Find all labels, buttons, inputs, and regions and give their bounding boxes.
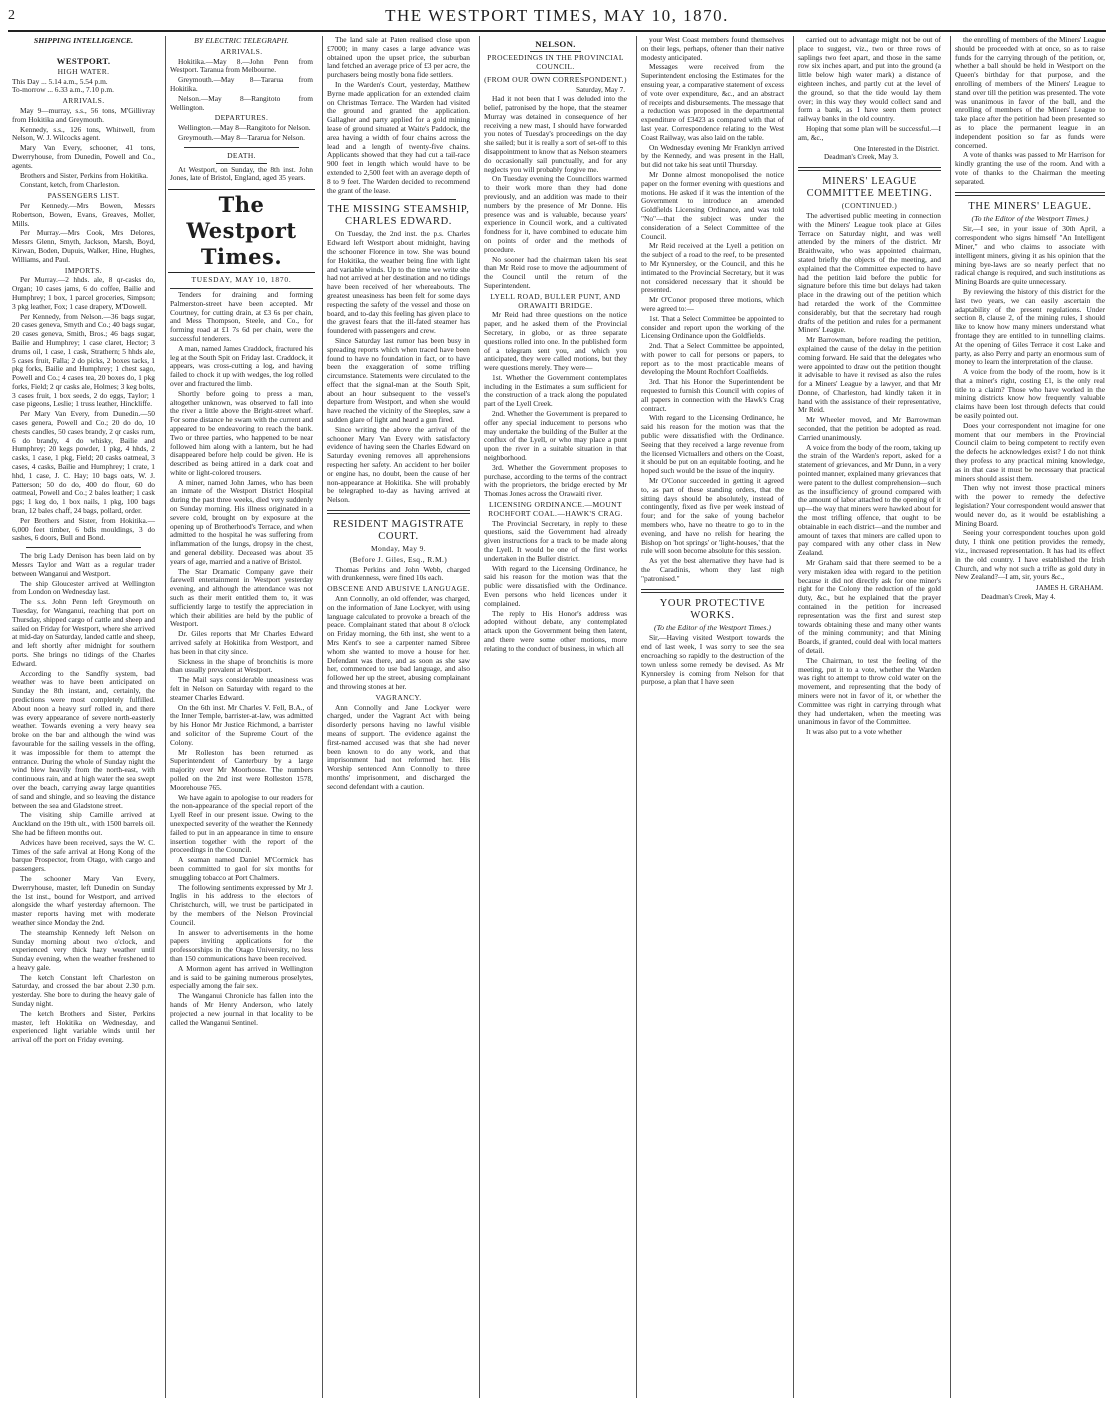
shipping-paragraph: According to the Sandfly system, bad weather was to have been anticipated on Sunday the 8th instant, and, certainly, the predictions were most completely fulfilled. About noon a heavy surf rolled in, and there was every appearance of severe north-easterly weather. Towards evening a very heavy sea broke on the bar and although the wind was favourable for the sailing vessels in the offing, it was impossible for them to attempt the entrance. During the whole of Sunday night the wind blew heavily from the north-east, with continuous rain, and at high water the sea swept over the beach, carrying away large quantities of sand and shingle, and so leaving the distance between the sea and Gladstone street. bbox=[12, 668, 155, 810]
shipping-paragraph: The brig Lady Denison has been laid on by Messrs Taylor and Watt as a regular trader between Wanganui and Westport. bbox=[12, 551, 155, 578]
court-first-case: Thomas Perkins and John Webb, charged with drunkenness, were fined 10s each. bbox=[327, 564, 470, 583]
council-paragraph: Mr O'Conor succeeded in getting it agreed to, as part of these standing orders, that the sitting days should be absolutely, instead of contingently, fixed as five per week instead of four; and for the sake of young bachelor members who, have no theatre to go to in the evening, and have no relish for hearing the Bishop on 'hot springs' or 'light-houses,' that the rule will soon become absolute for this session. bbox=[641, 476, 784, 556]
passengers-heading: PASSENGERS LIST. bbox=[47, 191, 120, 201]
high-water-heading: HIGH WATER. bbox=[57, 66, 110, 76]
report-paragraph: The advertised public meeting in connection with the Miners' League took place at Giles Terrace on Saturday night, and was well attended by the miners of the district. Mr Braithwaite, who was appointed chairman, stated briefly the objects of the meeting, and explained that the Committee expected to have had the petition laid before the public for signature before this time but delays had taken place in the drawing out of the petition which had retarded the work of the Committee considerably, but that the secretary had rough drafts of the petition and rules for a permanent Miners' League. bbox=[798, 210, 941, 335]
missing-steamship-article bbox=[323, 230, 474, 505]
telegraph-arrivals-heading: ARRIVALS. bbox=[220, 46, 263, 56]
editorial-paragraphs bbox=[166, 291, 317, 1027]
council-paragraph: Had it not been that I was deluded into the belief, patronised by the hope, that the steamer Murray was detained in consequence of her receiving a new mast, I should have forwarded you notes of Tuesday's proceedings on the day she sailed; but it is really a sort of set-off to this disappointment to know that as Nelson steamers do occasionally sail punctually, and for any neglects you will probably forgive me. bbox=[484, 94, 627, 174]
report-paragraph: Mr Graham said that there seemed to be a very mistaken idea with regard to the petition because it did not directly ask for one miner's right for the Colony the reduction of the gold duty, &c., but he explained that the prayer contained in the petition for increased representation was the first and surest step towards obtaining these and many other wants of the mining community; and that Mining Boards, if granted, could deal with local matters of detail. bbox=[798, 558, 941, 655]
column-2 bbox=[165, 36, 317, 1398]
telegraph-heading: BY ELECTRIC TELEGRAPH. bbox=[194, 36, 289, 45]
issue-date: TUESDAY, MAY 10, 1870. bbox=[191, 275, 292, 285]
arrivals-list bbox=[8, 107, 159, 180]
editorial-paragraph: Shortly before going to press a man, altogether unknown, was observed to fall into the river a little above the Bright-street wharf. For some distance he swam with the current and appeared to be endeavoring to reach the bank. Two or three parties, who happened to be near followed him along with a lantern, but he had disappeared before help could be given. He is described as being attired in a dark coat and white or light-colored trousers. bbox=[170, 388, 313, 477]
telegraph-departure: Greymouth.—May 8—Tararua for Nelson. bbox=[178, 132, 305, 142]
council-paragraph: With regard to the Licensing Ordinance, he said his reason for the motion was that the public were dissatisfied with the Ordinance. Even persons who held licences under it complained. bbox=[484, 563, 627, 608]
council-paragraph: Mr Reid received at the Lyell a petition on the subject of a road to the reef, to be presented to Mr Kynnersley, or the Council, and this he intimated to the Provincial Secretary, but it was not considered necessary that it should be presented. bbox=[641, 241, 784, 295]
arrivals-heading: ARRIVALS. bbox=[62, 96, 105, 106]
protective-works-continued bbox=[794, 36, 945, 143]
letter-paragraph: Sir,—I see, in your issue of 30th April, a correspondent who signs himself "An Intelligent Miner," and who claims to associate with intelligent miners, giving it as his opinion that the mining bye-laws are so nearly perfect that no radical change is required, and such institutions as Mining Boards are quite unnecessary. bbox=[955, 224, 1105, 287]
report-paragraph: The Chairman, to test the feeling of the meeting, put it to a vote, whether the Warden was right to attempt to throw cold water on the movement, and representing that the body of miners were not in favor of it, or whether the Committee was right in carrying through what they had undertaken, when the meeting was unanimous in favor of the Committee. bbox=[798, 655, 941, 727]
court-heading: RESIDENT MAGISTRATE COURT. bbox=[332, 519, 465, 543]
telegraph-arrival: Hokitika.—May 8.—John Penn from Westport. Taranua from Melbourne. bbox=[170, 56, 313, 75]
article-paragraph: On Tuesday, the 2nd inst. the p.s. Charles Edward left Westport about midnight, having the schooner Florence in tow. She was bound for Hokitika, the weather being fine with light and variable winds. Up to the time we write she had not arrived at her destination and no tidings have been received of her whereabouts. The greatest uneasiness has been felt for some days respecting the safety of the vessel and those on board, and to-day this feeling has given place to the gravest fears that the ill-fated steamer has foundered with passengers and crew. bbox=[327, 229, 470, 336]
editorial-paragraph: A miner, named John James, who has been an inmate of the Westport District Hospital during the past three weeks, died very suddenly on Sunday morning. His illness originated in a severe cold, brought on by exposure at the opening up of Brotherhood's Terrace, and when admitted to the hospital he was suffering from inflammation of the lungs, dropsy in the chest, and general debility. Deceased was about 35 years of age, married and a native of Bristol. bbox=[170, 477, 313, 566]
letter-paragraph: Then why not invest those practical miners with the power to remedy the defective legislation? Your correspondent would answer that would never do, as it would be establishing a Mining Board. bbox=[955, 483, 1105, 528]
shipping-paragraph: The s.s. John Penn left Greymouth on Tuesday, for Wanganui, reaching that port on Thursday, shipped cargo of cattle and sheep and sailed on Friday for Westport, where she arrived at mid-day on Saturday, landed cattle and sheep, and left shortly after midnight for southern ports. She brings no tidings of the Charles Edward. bbox=[12, 597, 155, 668]
editorial-paragraph: Tenders for draining and forming Palmerston-street have been accepted. Mr Courtney, for cutting drain, at £3 6s per chain, and Mess Thompson, Steele, and Co., for forming road at £1 7s 6d per chain, were the successful tenderers. bbox=[170, 289, 313, 343]
miners-league-report bbox=[794, 212, 945, 737]
report-paragraph: Mr Wheeler moved, and Mr Barrowman seconded, that the petition be adopted as read. Carried unanimously. bbox=[798, 415, 941, 442]
miners-league-letter-subheading: (To the Editor of the Westport Times.) bbox=[971, 213, 1089, 223]
shipping-paragraph: The steamship Kennedy left Nelson on Sunday morning about two o'clock, and experienced very thick hazy weather until Sunday evening, when the weather freshened to a heavy gale. bbox=[12, 927, 155, 972]
passenger-entry: Per Kennedy.—Mrs Bowen, Messrs Robertson, Bowen, Evans, Greaves, Moller, Mills. bbox=[12, 200, 155, 228]
editorial-paragraph: Mr Rolleston has been returned as Superintendent of Canterbury by a large majority over Mr Moorhouse. The numbers polled on the 2nd inst were Rolleston 1578, Moorehouse 765. bbox=[170, 747, 313, 792]
column-7 bbox=[950, 36, 1109, 1398]
shipping-paragraph: Advices have been received, says the W. C. Times of the safe arrival at Hong Kong of the barque Prospector, from Otago, with cargo and passengers. bbox=[12, 837, 155, 874]
continued-label: (CONTINUED.) bbox=[841, 201, 898, 211]
licensing-subheading: LICENSING ORDINANCE.—MOUNT ROCHFORT COAL.—HAWK'S CRAG. bbox=[488, 500, 623, 518]
obscene-heading: OBSCENE AND ABUSIVE LANGUAGE. bbox=[327, 584, 470, 594]
court-paragraph: Ann Connolly and Jane Lockyer were charged, under the Vagrant Act with being disorderly persons having no lawful visible means of support. The evidence against the first-named accused was that she had never been known to do any work, and that imprisonment had not reformed her. His Worship sentenced Ann Connolly to three months' imprisonment, and discharged the second defendant with a caution. bbox=[327, 702, 470, 791]
letter-paragraph: Sir,—Having visited Westport towards the end of last week, I was sorry to see the sea encroaching so rapidly to the destruction of the town unless some remedy be devised. As Mr Kynnersley is coming from Nelson for that purpose, a plan that I have seen bbox=[641, 633, 784, 687]
editorial-paragraph: The Wanganui Chronicle has fallen into the hands of Mr Henry Anderson, who lately projected a new journal in that locality to be called the Wanganui Sentinel. bbox=[170, 991, 313, 1027]
council-paragraph: On Tuesday evening the Councillors warmed to their work more than they had done previously, and an addition was made to their numbers by the presence of Mr Donne. His presence was and is valuable, because years' experience in Council work, and a cultivated fondness for it, have combined to educate him on points of order and the methods of procedure. bbox=[484, 174, 627, 254]
council-paragraph: Mr Reid had three questions on the notice paper, and he asked them of the Provincial Secretary, in globo, or as three separate questions rolled into one. In the published form of a telegram sent you, and which you anticipated, they were called motions, but they were questions merely. They were— bbox=[484, 310, 627, 373]
editorial-paragraph: The Star Dramatic Company gave their farewell entertainment in Westport yesterday evening, and although the attendance was not such as their merit entitled them to, it was sufficiently large to testify the appreciation in which their abilities are held by the public of Westport. bbox=[170, 566, 313, 629]
editorial-paragraph: We have again to apologise to our readers for the non-appearance of the special report of the Lyell Reef in our present issue. Owing to the unexpected severity of the weather the Kennedy failed to put in an appearance in time to ensure insertion together with the report of the proceedings in the Council. bbox=[170, 792, 313, 855]
local-news bbox=[323, 36, 474, 195]
missing-steamship-heading: THE MISSING STEAMSHIP, CHARLES EDWARD. bbox=[327, 204, 470, 228]
arrival-entry: Brothers and Sister, Perkins from Hokitika. bbox=[20, 170, 148, 180]
telegraph-departures-heading: DEPARTURES. bbox=[214, 113, 269, 123]
miners-league-heading: MINERS' LEAGUE COMMITTEE MEETING. bbox=[806, 176, 933, 200]
council-report-continued bbox=[637, 36, 788, 584]
double-rule bbox=[798, 167, 941, 171]
article-paragraph: Since writing the above the arrival of the schooner Mary Van Every with satisfactory evidence of having seen the Charles Edward on Saturday evening removes all apprehensions respecting her safety. An accident to her boiler or engine has, no doubt, been the cause of her non-appearance at Hokitika. She will probably be telegraphed to-day as having arrived at Nelson. bbox=[327, 424, 470, 505]
divider bbox=[26, 547, 141, 548]
page-title: THE WESTPORT TIMES, MAY 10, 1870. bbox=[385, 6, 729, 25]
telegraph-arrival: Greymouth.—May 8—Tararua from Hokitika. bbox=[170, 75, 313, 93]
import-entry: Per Murray.—2 hhds. ale, 8 qr-casks do, Organ; 10 cases jams, 6 do coffee, Bailie and Humphrey; 1 box, 1 parcel groceries, Simpson; 3 pkg leather, Fox; 1 case drapery, M'Dowell. bbox=[12, 275, 155, 311]
shipping-paragraph: The visiting ship Camille arrived at Auckland on the 19th ult., with 1500 barrels oil. She had be fifteen months out. bbox=[12, 810, 155, 837]
miners-league-continued bbox=[951, 36, 1109, 187]
letter-paragraph: A voice from the body of the room, how is it that a miner's right, costing £1, is the only real title to a claim? Those who have worked in the mining districts know how frequently valuable claims have been lost through defects that could be easily pointed out. bbox=[955, 367, 1105, 421]
report-paragraph: Mr Barrowman, before reading the petition, explained the cause of the delay in the petition coming forward. He said that the delegates who were appointed to draw out the petition thought it advisable to have it revised as also the rules for a Miners' League by a lawyer, and that Mr Donne, of Charleston, had kindly taken it in hand with the assistance of their representative, Mr Reid. bbox=[798, 335, 941, 415]
court-date: Monday, May 9. bbox=[370, 544, 427, 554]
tide-today: This Day ... 5.14 a.m., 5.54 p.m. bbox=[12, 76, 108, 86]
lyell-road-subheading: LYELL ROAD, BULLER PUNT, AND ORAWAITI BRIDGE. bbox=[490, 291, 621, 310]
vagrancy-case bbox=[323, 704, 474, 792]
death-heading: DEATH. bbox=[227, 150, 256, 160]
council-paragraph: 1st. Whether the Government contemplates including in the Estimates a sum sufficient for the construction of a track along the populated part of the Lyell Creek. bbox=[484, 372, 627, 409]
shipping-paragraph: The schooner Mary Van Every, Dwerryhouse, master, left Dunedin on Sunday the 1st inst., bound for Westport, and arrived alongside the wharf yesterday afternoon. The master reports having met with moderate weather since Monday the 2nd. bbox=[12, 873, 155, 927]
newspaper-masthead: The Westport Times. bbox=[168, 189, 315, 273]
divider bbox=[184, 147, 299, 148]
vagrancy-heading: VAGRANCY. bbox=[375, 692, 422, 702]
court-magistrate: (Before J. Giles, Esq., R.M.) bbox=[349, 554, 448, 564]
editorial-paragraph: A seaman named Daniel M'Cormick has been committed to gaol for six months for smuggling tobacco at Port Chalmers. bbox=[170, 855, 313, 882]
council-paragraph: 2nd. That a Select Committee be appointed, with power to call for persons or papers, to report as to the most practicable means of developing the Mount Rochfort Coalfields. bbox=[641, 341, 784, 377]
telegraph-departure: Wellington.—May 8—Rangitoto for Nelson. bbox=[178, 123, 311, 133]
double-rule bbox=[327, 510, 470, 514]
nelson-heading: NELSON. bbox=[535, 39, 576, 49]
page-number: 2 bbox=[8, 8, 15, 23]
letter-paragraph: Hoping that some plan will be successful.—I am, &c., bbox=[798, 123, 941, 142]
editorial-paragraph: The Mail says considerable uneasiness was felt in Nelson on Saturday with regard to the steamer Charles Edward. bbox=[170, 675, 313, 702]
arrival-entry: Mary Van Every, schooner, 41 tons, Dwerryhouse, from Dunedin, Powell and Co., agents. bbox=[12, 143, 155, 170]
editorial-paragraph: Dr. Giles reports that Mr Charles Edward arrived safely at Hokitika from Westport, and has been in that city since. bbox=[170, 629, 313, 656]
tide-tomorrow: To-morrow ... 6.33 a.m., 7.10 p.m. bbox=[12, 85, 114, 95]
column-4 bbox=[479, 36, 631, 1398]
letter-paragraph: Seeing your correspondent touches upon gold duty, I think one petition provides the remedy, viz., increased representation. It has had its effect in the old country. I have established the Irish Church, and why not such a trifle as gold duty in New Zealand?—I am, sir, yours &c., bbox=[955, 528, 1105, 582]
council-paragraph: The reply to His Honor's address was adopted without debate, any contemplated attack upon the Government being then latent, and there were some other motions, more relating to the conduct of business, in which all bbox=[484, 608, 627, 653]
protective-works-heading: YOUR PROTECTIVE WORKS. bbox=[659, 597, 766, 621]
article-paragraph: Since Saturday last rumor has been busy in spreading reports which when traced have been found to have no foundation in fact, or to have been the exaggeration of some trifling circumstance. Statements were circulated to the effect that the signal-man at the South Spit, about an hour subsequent to the vessel's departure from Westport, and when she would have reached the vicinity of the Steeples, saw a sudden glare of light and heard a gun fired. bbox=[327, 335, 470, 425]
letter-location: Deadman's Creek, May 3. bbox=[824, 153, 899, 162]
section-heading-shipping: SHIPPING INTELLIGENCE. bbox=[33, 36, 134, 45]
council-paragraph: 2nd. Whether the Government is prepared to offer any special inducement to persons who may undertake the building of the Buller at the conflux of the Lyell, or who may place a punt upon the river in a suitable situation in that neighborhood. bbox=[484, 409, 627, 463]
divider bbox=[341, 199, 456, 200]
council-report-part-2 bbox=[480, 311, 631, 499]
nelson-dateline: Saturday, May 7. bbox=[575, 86, 625, 95]
obscene-case bbox=[323, 595, 474, 692]
report-paragraph: It was also put to a vote whether bbox=[806, 727, 902, 737]
column-5 bbox=[636, 36, 788, 1398]
council-report-part-1 bbox=[480, 95, 631, 291]
editorial-paragraph: Sickness in the shape of bronchitis is more than usually prevalent at Westport. bbox=[170, 656, 313, 675]
report-paragraph: A voice from the body of the room, taking up the strain of the Warden's report, asked for a statement of grievances, and Mr Dunn, in a very pointed manner, explained many grievances that were patent to the dullest comprehension—such as the insufficiency of ground compared with the amount of labor attached to the opening of it up—the way that miners were hawked about for the most trifling offence, that ought to be obtainable in each district—and the number and amount of taxes that miners are called upon to pay compared with any other class in New Zealand. bbox=[798, 442, 941, 558]
shipping-news bbox=[8, 552, 159, 1045]
import-entry: Per Mary Van Every, from Dunedin.—50 cases genera, Powell and Co.; 20 do do, 10 chests candles, 50 cases brandy, 2 qr casks rum, 6 do brandy, 4 do whisky, Bailie and Humphrey; 20 kegs powder, 1 pkg, 4 hhds, 2 casks, 1 case, 1 pkg, Field; 20 casks oatmeal, 3 cases, 4 casks, Bailie and Humphrey; 1 crate, 1 hhd, 1 case, J. C. Hay; 10 bags oats, W. J. Patterson; 50 do do, 400 do flour, 60 do oatmeal, Powell and Co.; 2 bales leather; 1 cask pgs; 1 keg do, 1 box nails, 1 pkg, 100 bags bran, 12 bales chaff, 24 bags, pollard, order. bbox=[12, 409, 155, 516]
double-rule bbox=[641, 589, 784, 593]
telegraph-arrivals bbox=[166, 58, 317, 113]
letter-paragraph: Does your correspondent not imagine for one moment that our members in the Provincial Council claim to being competent to rectify even the defects he acknowledges exist? I do not think they profess to any practical mining knowledge, as in that case it must be necessary that practical miners should assist them. bbox=[955, 420, 1105, 483]
port-heading: WESTPORT. bbox=[56, 55, 111, 66]
import-entry: Per Brothers and Sister, from Hokitika.—6,000 feet timber, 6 bdls mouldings, 3 do sashes, 6 doors, Bull and Bond. bbox=[12, 515, 155, 543]
council-paragraph: With regard to the Licensing Ordinance, he said his reason for the motion was that the public were dissatisfied with the Ordinance. Seeing that they received a large revenue from the licensed Victuallers and others on the Coast, it should be put on an equitable footing, and he hoped such would be the issue of the inquiry. bbox=[641, 413, 784, 476]
report-paragraph: the enrolling of members of the Miners' League should be proceeded with at once, so as to raise funds for the carrying through of the petition, or, whether a ball should be held in Westport on the Queen's birthday for that purpose, and the enrolling of members of the Miners' League to stand over till the petition was presented. The vote was unanimous in favor of the ball, and the enrolling of members of the Miners' League to take place after the petition had been presented so as to place the permanent league in an independent position so far as funds were concerned. bbox=[955, 36, 1105, 150]
council-paragraph: 1st. That a Select Committee be appointed to consider and report upon the working of the Licensing Ordinance upon the Goldfields. bbox=[641, 313, 784, 341]
column-6 bbox=[793, 36, 945, 1398]
editorial-paragraph: In answer to advertisements in the home papers inviting applications for the professorships in the Otago University, no less than 150 communications have been received. bbox=[170, 927, 313, 963]
telegraph-arrival: Nelson.—May 8—Rangitoto from Wellington. bbox=[170, 93, 313, 112]
news-paragraph: In the Warden's Court, yesterday, Matthew Byrne made application for an extended claim on Christmas Terrace. The Warden had visited the ground and granted the application. Gallagher and party applied for a gold mining lease of ground situated at Waite's Paddock, the area having a width of four chains across the lead and a length of twenty-five chains. Applicants showed that they had cut a tail-race 900 feet in length which would have to be extended to 2,500 feet with an average depth of 8 to 9 feet. The Warden decided to recommend the grant of the lease. bbox=[327, 79, 470, 195]
council-paragraph: As yet the best alternative they have had is the Caradinis, whom they last nigh "patronised." bbox=[641, 556, 784, 583]
telegraph-departures bbox=[166, 124, 317, 143]
court-paragraph: Ann Connolly, an old offender, was charged, on the information of Jane Lockyer, with using language calculated to provoke a breach of the peace. Complainant stated that about 8 o'clock on Friday morning, the 6th inst, she went to a Mrs Kent's to see a carpenter named Sibree whom she wanted to move a house for her. Defendant was there, and as soon as she saw her, commenced to use bad language, and also followed her up the street, abusing complainant and throwing stones at her. bbox=[327, 594, 470, 691]
miners-league-letter bbox=[951, 225, 1109, 582]
letter-signature: One Interested in the District. bbox=[853, 144, 939, 153]
miners-league-letter-heading: THE MINERS' LEAGUE. bbox=[968, 200, 1092, 212]
passengers-list bbox=[8, 202, 159, 265]
news-paragraph: The land sale at Paten realised close upon £7000; in many cases a large advance was obtained upon the upset price, the suburban land fetched an average price of £3 per acre, the purchasers being mostly bona fide settlers. bbox=[327, 36, 470, 80]
report-paragraph: A vote of thanks was passed to Mr Harrison for kindly granting the use of the room. And with a vote of thanks to the Chairman the meeting separated. bbox=[955, 150, 1105, 186]
arrival-entry: Kennedy, s.s., 126 tons, Whitwell, from Nelson, W. J. Wilcocks agent. bbox=[12, 124, 155, 143]
council-paragraph: Mr O'Conor proposed three motions, which were agreed to:— bbox=[641, 295, 784, 313]
death-notice: At Westport, on Sunday, the 8th inst. John Jones, late of Bristol, England, aged 35 years. bbox=[170, 164, 313, 183]
divider bbox=[530, 51, 581, 52]
divider bbox=[170, 288, 313, 289]
letter-paragraph: carried out to advantage might not be out of place to suggest, viz., two or three rows of saplings two feet apart, and those in the same row six inches apart, and put into the ground (a little below high water mark) a distance of eighteen inches, and partly cut at the level of the ground, so that the tide would lay them over; in this way they would collect sand and form a bank, as I have seen them protect railway banks in the old country. bbox=[798, 36, 941, 124]
double-rule bbox=[955, 192, 1105, 196]
passenger-entry: Per Murray.—Mrs Cook, Mrs Delores, Messrs Glenn, Smyth, Jackson, Marsh, Boyd, Kirwan, Boden, Dupuis, Walker, Hine, Hughes, Williams, and Paul. bbox=[12, 228, 155, 264]
letter-location: Deadman's Creek, May 4. bbox=[981, 593, 1056, 602]
letter-paragraph: By reviewing the history of this district for the last two years, we can easily ascertain the adaptability of the present regulations. Under section 8, clause 2, of the mining rules, I should like to know how many miners understand what frontage they are entitled to in tunnelling claims. At the opening of Giles Terrace it cost Lake and party, as also Perry and party an enormous sum of money to learn the interpretation of the clause. bbox=[955, 286, 1105, 367]
columns bbox=[8, 36, 1108, 1398]
editorial-paragraph: The following sentiments expressed by Mr J. Inglis in his address to the electors of Christchurch, will, we trust be participated in by the members of the Nelson Provincial Council. bbox=[170, 882, 313, 927]
council-report-part-3 bbox=[480, 520, 631, 654]
council-paragraph: No sooner had the chairman taken his seat than Mr Reid rose to move the adjournment of the Council until the return of the Superintendent. bbox=[484, 254, 627, 290]
page-header bbox=[8, 4, 1106, 32]
divider bbox=[216, 163, 267, 164]
arrival-entry: May 9—murray, s.s., 56 tons, M'Gillivray from Hokitika and Greymouth. bbox=[12, 105, 155, 124]
protective-works-letter bbox=[637, 634, 788, 687]
shipping-paragraph: The ketch Brothers and Sister, Perkins master, left Hokitika on Wednesday, and experienced light variable winds until her arrival off the port on Friday evening. bbox=[12, 1008, 155, 1045]
shipping-paragraph: The ship Gloucester arrived at Wellington from London on Wednesday last. bbox=[12, 578, 155, 597]
divider bbox=[530, 73, 581, 74]
council-paragraph: The Provincial Secretary, in reply to these questions, said the Government had already given instructions for a track to be made along the Lyell. It would be one of the first works undertaken in the Buller district. bbox=[484, 518, 627, 563]
arrival-constant: Constant, ketch, from Charleston. bbox=[20, 180, 120, 190]
imports-heading: IMPORTS. bbox=[64, 265, 103, 275]
council-paragraph: 3rd. That his Honor the Superintendent be requested to furnish this Council with copies of all papers in connection with the Hawk's Crag contract. bbox=[641, 377, 784, 413]
council-subheading: PROCEEDINGS IN THE PROVINCIAL COUNCIL. bbox=[487, 53, 624, 71]
editorial-paragraph: On the 6th inst. Mr Charles V. Fell, B.A., of the Inner Temple, barrister-at-law, was admitted by his Honor Mr Justice Richmond, a barrister and solicitor of the Supreme Court of the Colony. bbox=[170, 702, 313, 747]
shipping-paragraph: The ketch Constant left Charleston on Saturday, and crossed the bar about 2.30 p.m. yesterday. She bore to during the heavy gale of Sunday night. bbox=[12, 972, 155, 1009]
protective-works-subheading: (To the Editor of the Westport Times.) bbox=[653, 622, 772, 632]
editorial-paragraph: A man, named James Craddock, fractured his leg at the South Spit on Friday last. Craddock, it appears, was cross-cutting a log, and having failed to chock it up with wedges, the log rolled over and fractured the limb. bbox=[170, 343, 313, 388]
column-1 bbox=[8, 36, 159, 1398]
letter-signature: JAMES H. GRAHAM. bbox=[1035, 584, 1103, 593]
correspondent-line: (FROM OUR OWN CORRESPONDENT.) bbox=[484, 74, 627, 84]
import-entry: Per Kennedy, from Nelson.—36 bags sugar, 20 cases geneva, Smyth and Co.; 40 bags sugar, 20 cases geneva, Smith, Bros.; 46 bags sugar, Bailie and Humphrey; 1 case claret, Hector; 3 drums oil, 1 case, 1 cask, Strathern; 5 hhds ale, 5 cases fruit, Falla; 2 do picks, 2 boxes tacks, 1 pkg forks, Bailie and Humphrey; 1 chest sago, Powell and Co.; 4 cases tea, 20 boxes do, 1 pkg forks, Field; 2 qr casks ale, Holmes; 3 keg bolts, 3 cases fruit, 1 box seeds, 2 do eggs, Taylor; 1 case pigeons, Leslie; 1 truss leather, Hinckliffe. bbox=[12, 311, 155, 409]
council-paragraph: Messages were received from the Superintendent enclosing the Estimates for the ensuing year, a comparative statement of excess of vote over expenditure, &c., and an abstract of receipts and disbursements. The message that a reduction was proposed in the departmental expenditure of £3423 as compared with that of last year. Correspondence relating to the West Coast Railway, was also laid on the table. bbox=[641, 62, 784, 142]
council-paragraph: your West Coast members found themselves on their legs, perhaps, oftener than their native modesty anticipated. bbox=[641, 36, 784, 62]
column-3 bbox=[322, 36, 474, 1398]
imports-list bbox=[8, 276, 159, 543]
council-paragraph: 3rd. Whether the Government proposes to purchase, according to the terms of the contract with the proprietors, the bridge erected by Mr Thomas Jones across the Orawaiti river. bbox=[484, 462, 627, 499]
editorial-paragraph: A Mormon agent has arrived in Wellington and is said to be gaining numerous proselytes, especially among the fair sex. bbox=[170, 963, 313, 991]
council-paragraph: On Wednesday evening Mr Franklyn arrived by the Kennedy, and was present in the Hall, but did not take his seat until Thursday. bbox=[641, 142, 784, 170]
council-paragraph: Mr Donne almost monopolised the notice paper on the former evening with questions and motions. He asked if it was the intention of the Government to introduce an amended Goldfields Licensing Ordinance, and was told "No"—that the subject was under the consideration of a Select Committee of the Council. bbox=[641, 169, 784, 241]
